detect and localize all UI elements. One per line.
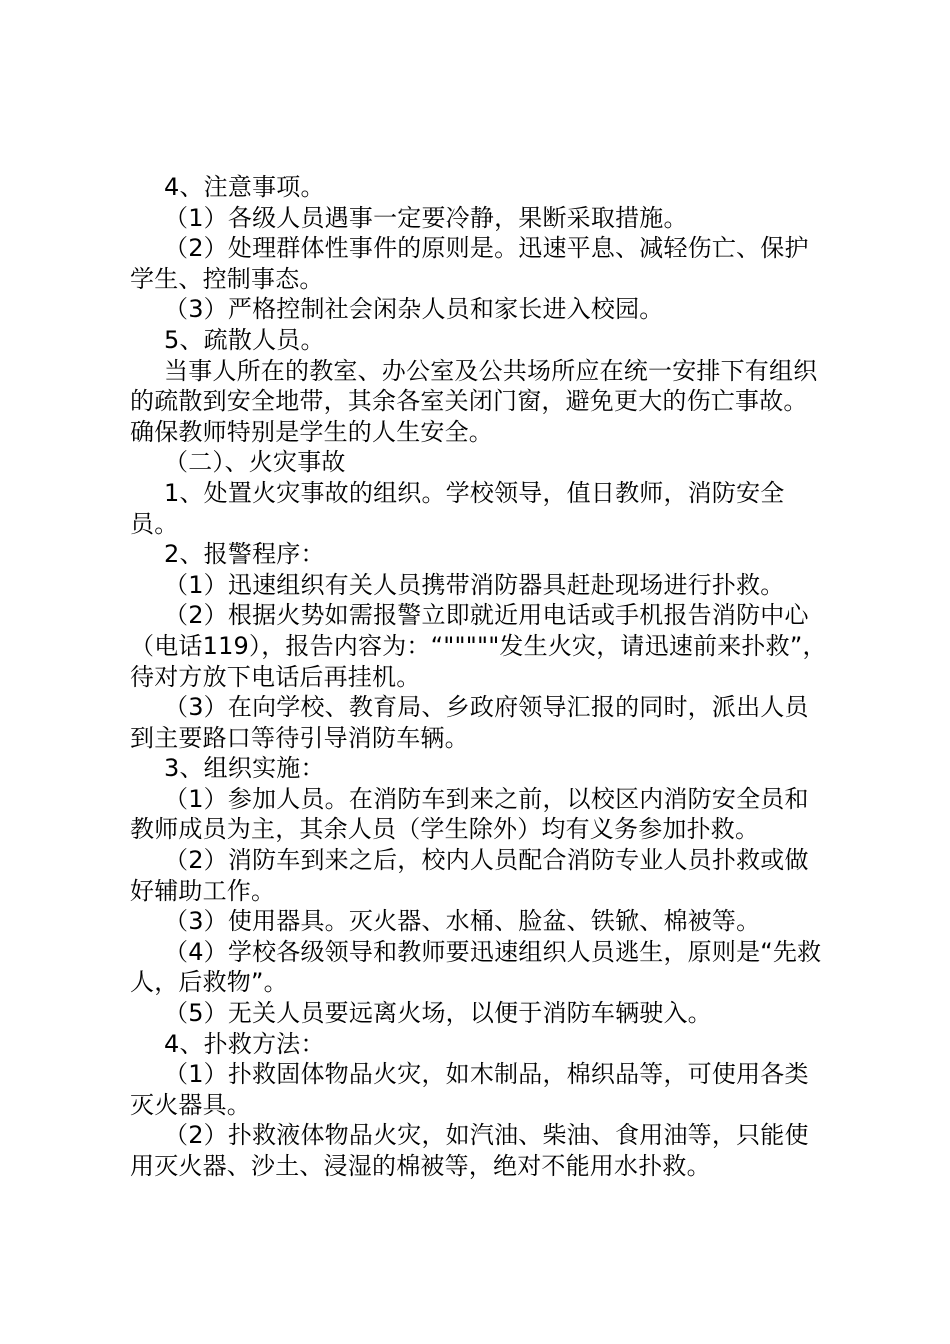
section-heading-fire: （二）、火灾事故 (164, 448, 346, 477)
paragraph-item: （1）各级人员遇事一定要冷静，果断采取措施。 (164, 203, 688, 232)
heading-5-evacuation: 5、疏散人员。 (164, 325, 325, 354)
heading-implementation: 3、组织实施： (164, 754, 325, 783)
paragraph-item: （2）处理群体性事件的原则是。迅速平息、减轻伤亡、保护学生、控制事态。 (130, 234, 809, 293)
paragraph-item: （3）严格控制社会闲杂人员和家长进入校园。 (164, 295, 664, 324)
paragraph-item: （1）扑救固体物品火灾，如木制品，棉织品等，可使用各类灭火器具。 (130, 1060, 809, 1119)
paragraph-item: （2）根据火势如需报警立即就近用电话或手机报告消防中心（电话119），报告内容为：“"""""发生火灾，请迅速前来扑救”，待对方放下电话后再挂机。 (130, 601, 827, 691)
heading-alarm-procedure: 2、报警程序： (164, 540, 325, 569)
paragraph-item: （1）参加人员。在消防车到来之前，以校区内消防安全员和教师成员为主，其余人员（学生除外）均有义务参加扑救。 (130, 784, 809, 844)
paragraph-text: 当事人所在的教室、办公室及公共场所应在统一安排下有组织的疏散到安全地带，其余各室关闭门窗，避免更大的伤亡事故。确保教师特别是学生的人生安全。 (130, 356, 818, 446)
paragraph-item: （1）迅速组织有关人员携带消防器具赶赴现场进行扑救。 (164, 570, 785, 599)
paragraph-item: （2）扑救液体物品火灾，如汽油、柴油、食用油等，只能使用灭火器、沙土、浸湿的棉被等，绝对不能用水扑救。 (130, 1121, 809, 1180)
heading-4-notes: 4、注意事项。 (164, 173, 325, 201)
paragraph-item: （3）在向学校、教育局、乡政府领导汇报的同时，派出人员到主要路口等待引导消防车辆。 (130, 693, 809, 752)
document-body (130, 172, 830, 1182)
heading-methods: 4、扑救方法： (164, 1029, 325, 1058)
paragraph-item: （3）使用器具。灭火器、水桶、脸盆、铁锨、棉被等。 (164, 907, 761, 936)
paragraph-item: （2）消防车到来之后，校内人员配合消防专业人员扑救或做好辅助工作。 (130, 846, 809, 905)
paragraph-item: （4）学校各级领导和教师要迅速组织人员逃生，原则是“先救人，后救物”。 (130, 937, 822, 997)
paragraph-item: 1、处置火灾事故的组织。学校领导，值日教师，消防安全员。 (130, 478, 785, 538)
paragraph-item: （5）无关人员要远离火场，以便于消防车辆驶入。 (164, 999, 712, 1028)
